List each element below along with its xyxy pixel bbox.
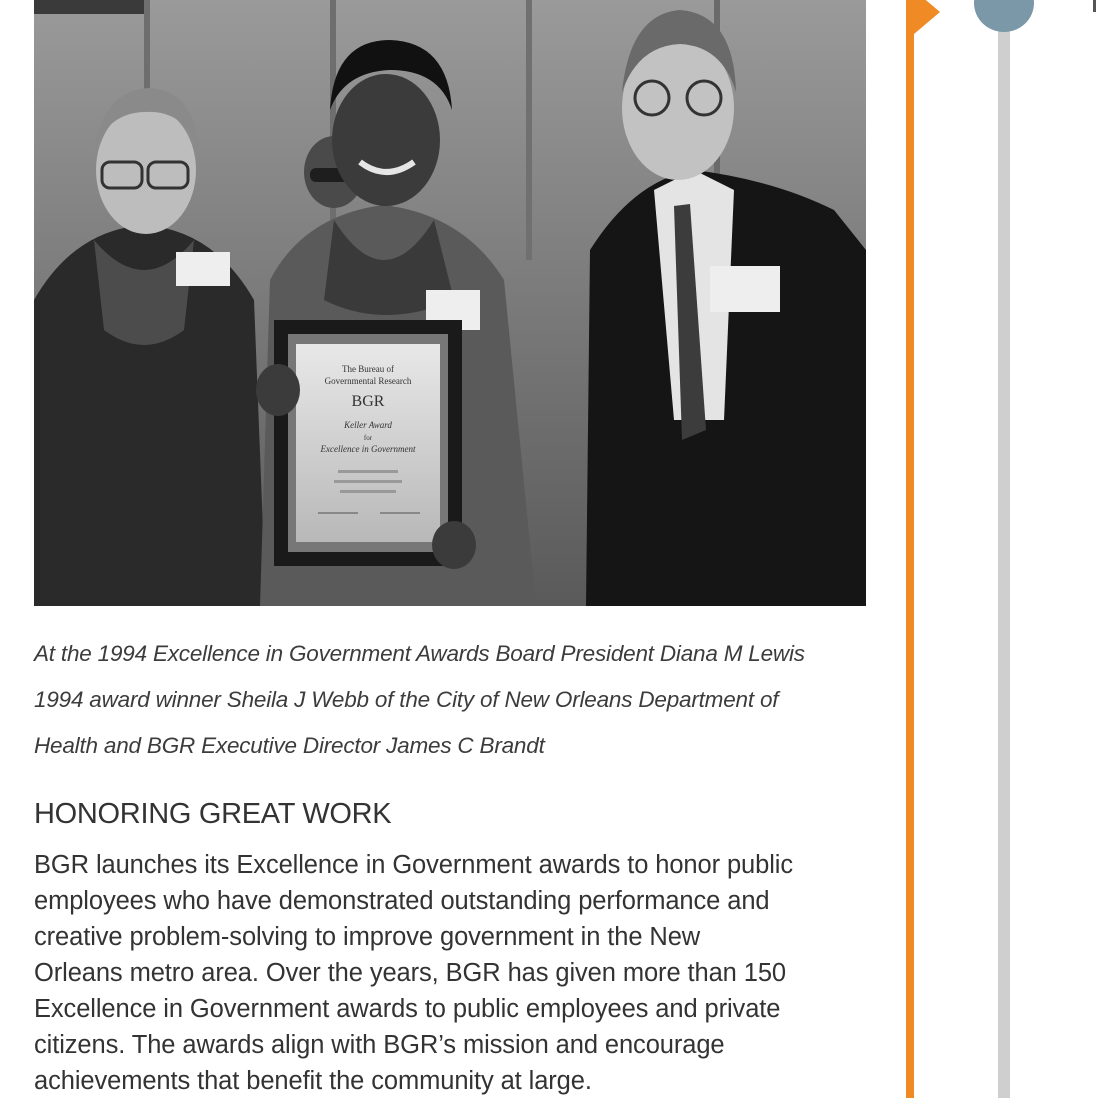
- photo-caption: [34, 631, 874, 769]
- body-line: citizens. The awards align with BGR’s mission and encourage: [34, 1031, 725, 1059]
- body-line: creative problem-solving to improve government in the New: [34, 923, 701, 951]
- award-photo: [34, 0, 866, 606]
- caption-line: At the 1994 Excellence in Government Awards Board President Diana M Lewis: [34, 641, 805, 666]
- svg-text:Governmental Research: Governmental Research: [324, 376, 412, 386]
- caption-line: 1994 award winner Sheila J Webb of the City of New Orleans Department of: [34, 687, 779, 712]
- body-line: Orleans metro area. Over the years, BGR has given more than 150: [34, 959, 786, 987]
- svg-text:Excellence in Government: Excellence in Government: [320, 444, 416, 454]
- body-line: employees who have demonstrated outstanding performance and: [34, 887, 770, 915]
- section-heading: HONORING GREAT WORK: [34, 798, 392, 830]
- svg-text:BGR: BGR: [351, 393, 385, 410]
- caption-line: Health and BGR Executive Director James C Brandt: [34, 733, 545, 758]
- body-line: achievements that benefit the community at large.: [34, 1067, 592, 1095]
- svg-text:for: for: [363, 434, 373, 442]
- svg-text:Keller Award: Keller Award: [344, 420, 392, 430]
- body-line: BGR launches its Excellence in Government awards to honor public: [34, 851, 793, 879]
- timeline-dot-icon[interactable]: [974, 0, 1034, 32]
- timeline-pointer-arrow: [914, 0, 940, 34]
- clipped-edge-marker: [1093, 0, 1096, 12]
- svg-text:The Bureau of: The Bureau of: [342, 364, 394, 374]
- timeline-entry-border: [906, 0, 914, 1098]
- section-body: [34, 847, 874, 1098]
- timeline-track: [998, 0, 1010, 1098]
- body-line: Excellence in Government awards to public employees and private: [34, 995, 781, 1023]
